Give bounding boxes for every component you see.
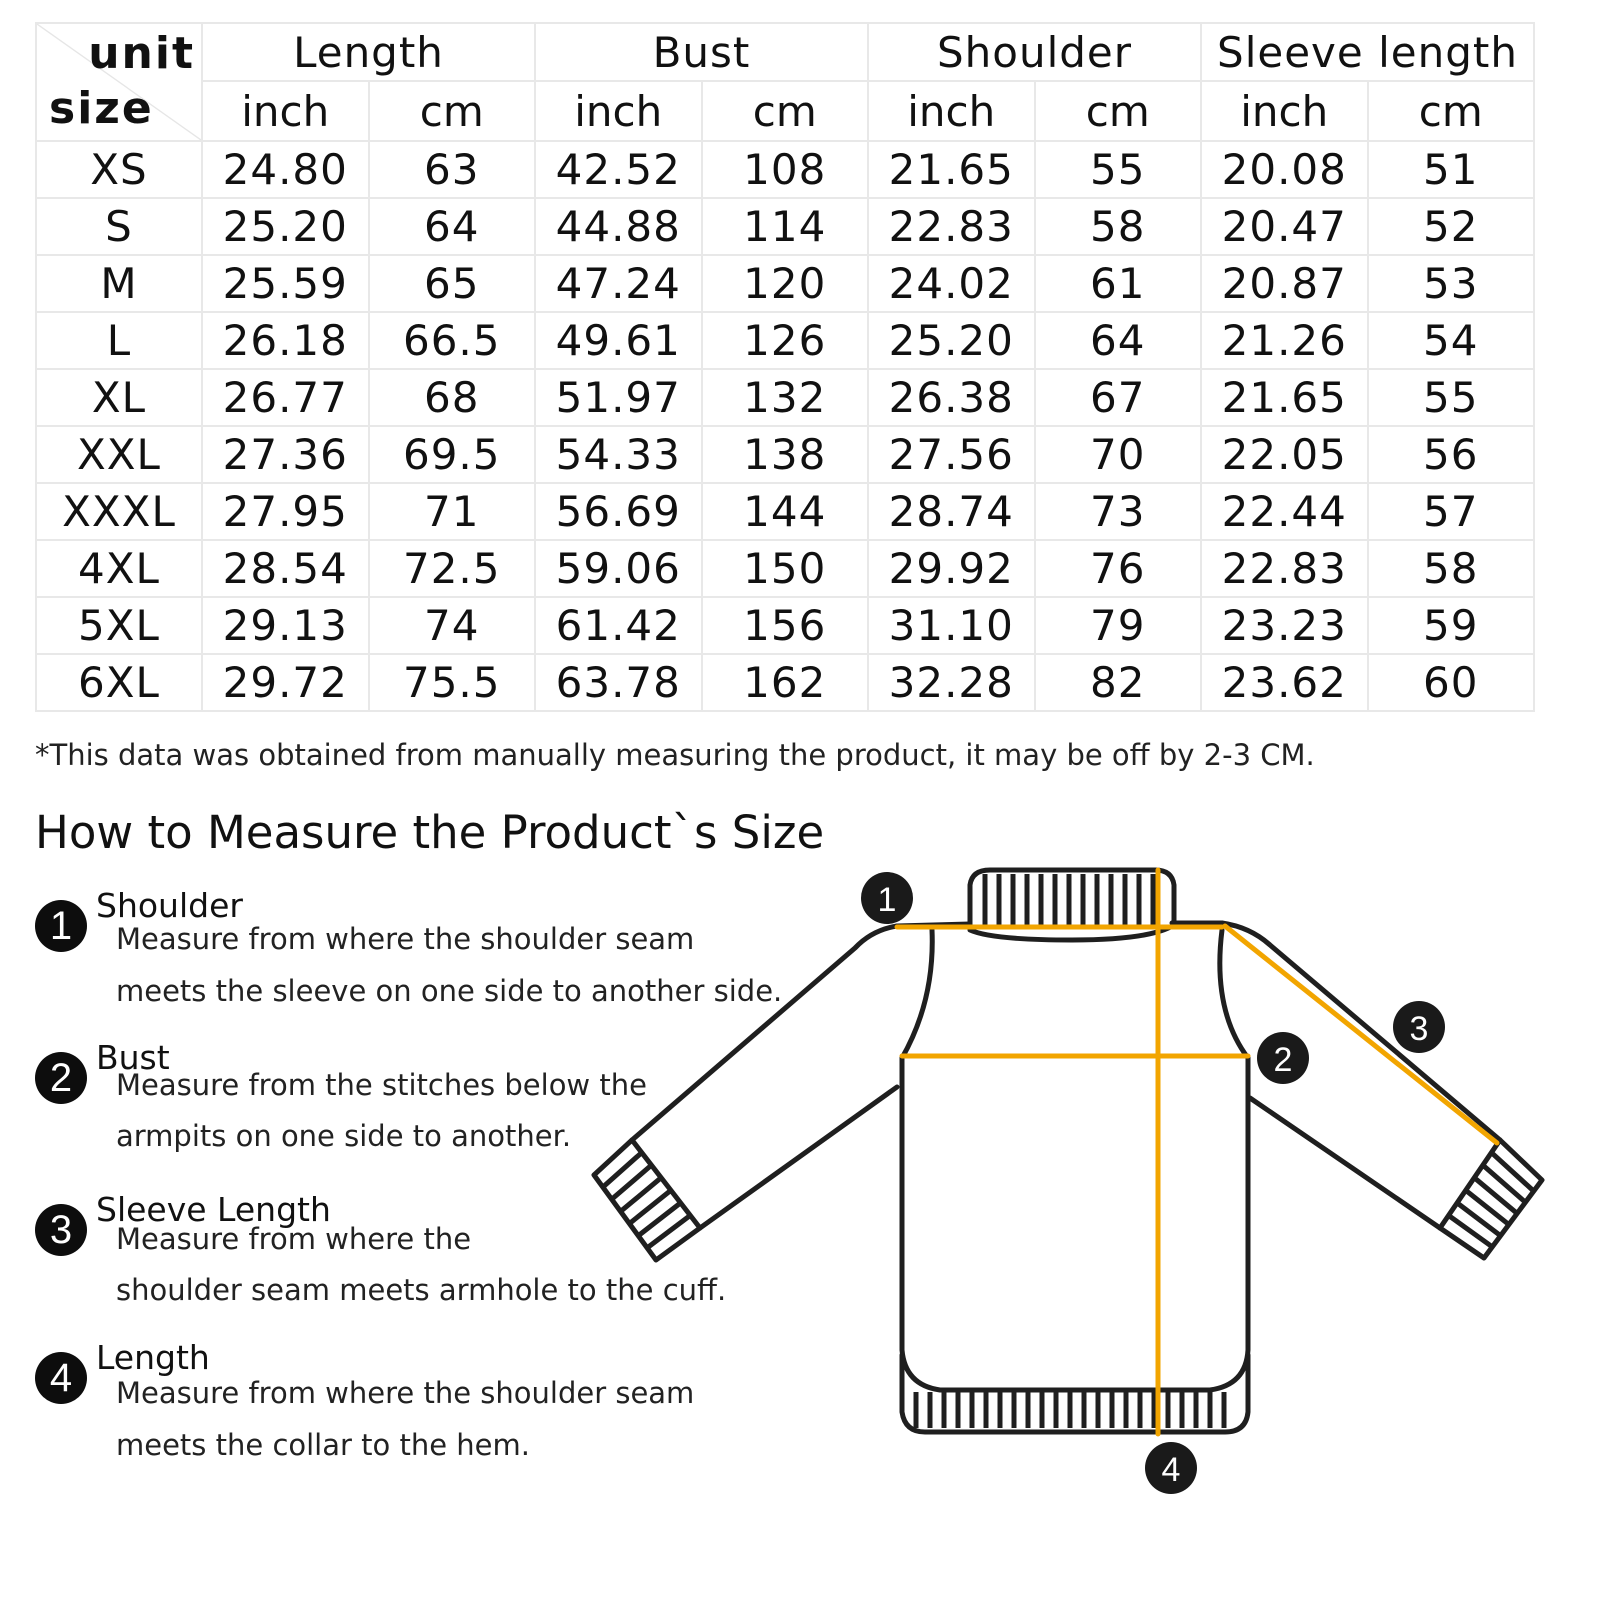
size-label-cell: XXL [36,426,202,483]
instruction-text: Measure from where the [116,1222,472,1256]
measurement-cell: 23.23 [1201,597,1368,654]
measurement-cell: 51 [1368,141,1535,198]
measurement-cell: 20.87 [1201,255,1368,312]
hem-ribbing [916,1392,1224,1428]
size-label-cell: L [36,312,202,369]
instruction-title: Sleeve Length [96,1190,331,1229]
measurement-cell: 26.18 [202,312,369,369]
measurement-cell: 26.77 [202,369,369,426]
measurement-cell: 144 [702,483,869,540]
group-header-length: Length [202,23,535,81]
size-label-cell: 4XL [36,540,202,597]
instruction-title: Bust [96,1038,170,1077]
measurement-cell: 71 [369,483,536,540]
measurement-cell: 52 [1368,198,1535,255]
instruction-text: meets the sleeve on one side to another side. [116,974,783,1008]
size-label-cell: M [36,255,202,312]
measurement-cell: 20.08 [1201,141,1368,198]
measurement-cell: 31.10 [868,597,1035,654]
measurement-cell: 82 [1035,654,1202,711]
marker-4-label: 4 [1161,1451,1181,1489]
measurement-cell: 27.95 [202,483,369,540]
instruction-text: Measure from the stitches below the [116,1068,647,1102]
measurement-cell: 64 [369,198,536,255]
measurement-cell: 66.5 [369,312,536,369]
measurement-cell: 67 [1035,369,1202,426]
measurement-cell: 79 [1035,597,1202,654]
right-cuff [1440,1140,1542,1258]
rib-stripe [1466,1190,1509,1224]
measurement-cell: 75.5 [369,654,536,711]
instruction-title: Shoulder [96,886,243,925]
measurement-cell: 26.38 [868,369,1035,426]
measurement-cell: 27.56 [868,426,1035,483]
unit-header: inch [202,81,369,141]
measurement-cell: 51.97 [535,369,702,426]
rib-stripe [1491,1153,1533,1192]
measurement-cell: 24.80 [202,141,369,198]
measurement-cell: 70 [1035,426,1202,483]
measurement-cell: 29.92 [868,540,1035,597]
rib-stripe [1483,1165,1526,1202]
measurement-cell: 25.20 [868,312,1035,369]
unit-header: inch [1201,81,1368,141]
measurement-cell: 24.02 [868,255,1035,312]
measurement-cell: 150 [702,540,869,597]
size-label-cell: XL [36,369,202,426]
measurement-cell: 63 [369,141,536,198]
measurement-cell: 68 [369,369,536,426]
number-1-badge: 1 [35,900,87,952]
size-label-cell: 6XL [36,654,202,711]
measurement-cell: 44.88 [535,198,702,255]
measurement-cell: 132 [702,369,869,426]
rib-stripe [612,1165,652,1199]
measurement-cell: 74 [369,597,536,654]
measurement-cell: 28.54 [202,540,369,597]
measurement-cell: 22.05 [1201,426,1368,483]
left-sleeve-top-edge [632,926,897,1140]
measurement-cell: 59 [1368,597,1535,654]
size-label-cell: XXXL [36,483,202,540]
measurement-cell: 63.78 [535,654,702,711]
measurement-cell: 138 [702,426,869,483]
measurement-cell: 58 [1368,540,1535,597]
size-label-cell: 5XL [36,597,202,654]
marker-1-label: 1 [877,881,897,919]
instruction-text: meets the collar to the hem. [116,1428,530,1462]
measurement-cell: 55 [1035,141,1202,198]
number-4-badge: 4 [35,1352,87,1404]
measurement-cell: 114 [702,198,869,255]
measurement-cell: 22.83 [1201,540,1368,597]
measurement-cell: 56 [1368,426,1535,483]
marker-3-label: 3 [1409,1010,1429,1048]
sweater-body [902,1058,1248,1390]
group-header-shoulder: Shoulder [868,23,1201,81]
group-header-sleeve-length: Sleeve length [1201,23,1534,81]
instruction-title: Length [96,1338,210,1377]
number-3-badge: 3 [35,1204,87,1256]
right-armhole [1220,930,1248,1058]
unit-header: inch [868,81,1035,141]
measurement-cell: 120 [702,255,869,312]
rib-stripe [1474,1178,1517,1214]
measurement-cell: 69.5 [369,426,536,483]
unit-header: cm [1368,81,1535,141]
measurement-cell: 53 [1368,255,1535,312]
measurement-cell: 25.59 [202,255,369,312]
measurement-cell: 55 [1368,369,1535,426]
marker-2-label: 2 [1273,1041,1293,1079]
measurement-cell: 57 [1368,483,1535,540]
measurement-cell: 58 [1035,198,1202,255]
instruction-text: shoulder seam meets armhole to the cuff. [116,1273,727,1307]
how-to-measure-heading: How to Measure the Product`s Size [35,806,825,859]
measurement-cell: 72.5 [369,540,536,597]
measurement-cell: 162 [702,654,869,711]
left-cuff [594,1140,700,1260]
marker-2 [1257,1032,1309,1084]
size-label-cell: S [36,198,202,255]
rib-stripe [603,1153,642,1188]
measurement-cell: 21.65 [868,141,1035,198]
corner-size-label: size [49,83,154,134]
rib-stripe [638,1203,680,1236]
rib-stripe [1449,1215,1493,1246]
measurement-cell: 29.72 [202,654,369,711]
size-label-cell: XS [36,141,202,198]
measurement-note: *This data was obtained from manually measuring the product, it may be off by 2-3 CM. [35,738,1315,772]
measurement-cell: 61 [1035,255,1202,312]
rib-stripe [621,1178,662,1212]
marker-1 [861,872,913,924]
measurement-cell: 73 [1035,483,1202,540]
rib-stripe [629,1190,670,1223]
measurement-cell: 156 [702,597,869,654]
measurement-cell: 61.42 [535,597,702,654]
unit-header: cm [702,81,869,141]
measurement-cell: 22.83 [868,198,1035,255]
measurement-cell: 22.44 [1201,483,1368,540]
measurement-cell: 54.33 [535,426,702,483]
measurement-cell: 108 [702,141,869,198]
measurement-cell: 42.52 [535,141,702,198]
group-header-bust: Bust [535,23,868,81]
measurement-cell: 126 [702,312,869,369]
measurement-cell: 25.20 [202,198,369,255]
measurement-cell: 27.36 [202,426,369,483]
instruction-text: armpits on one side to another. [116,1119,572,1153]
rib-stripe [647,1215,690,1247]
measurement-cell: 65 [369,255,536,312]
measurement-cell: 21.26 [1201,312,1368,369]
measurement-cell: 60 [1368,654,1535,711]
unit-header: cm [369,81,536,141]
measurement-cell: 29.13 [202,597,369,654]
measurement-cell: 64 [1035,312,1202,369]
instruction-text: Measure from where the shoulder seam [116,1376,695,1410]
left-armhole [902,930,932,1058]
marker-3 [1393,1001,1445,1053]
number-2-badge: 2 [35,1052,87,1104]
unit-header: inch [535,81,702,141]
measurement-cell: 21.65 [1201,369,1368,426]
measurement-cell: 20.47 [1201,198,1368,255]
measurement-cell: 23.62 [1201,654,1368,711]
collar-ribbing [985,874,1153,928]
corner-unit-label: unit [88,28,195,79]
unit-header: cm [1035,81,1202,141]
measurement-cell: 54 [1368,312,1535,369]
rib-stripe [1457,1203,1500,1236]
measurement-cell: 49.61 [535,312,702,369]
measurement-cell: 56.69 [535,483,702,540]
instruction-text: Measure from where the shoulder seam [116,922,695,956]
measurement-cell: 59.06 [535,540,702,597]
left-sleeve-bottom-edge [700,1087,897,1228]
measurement-cell: 76 [1035,540,1202,597]
measurement-cell: 28.74 [868,483,1035,540]
measurement-cell: 47.24 [535,255,702,312]
measurement-cell: 32.28 [868,654,1035,711]
right-sleeve-bottom-edge [1250,1098,1440,1228]
marker-4 [1145,1442,1197,1494]
